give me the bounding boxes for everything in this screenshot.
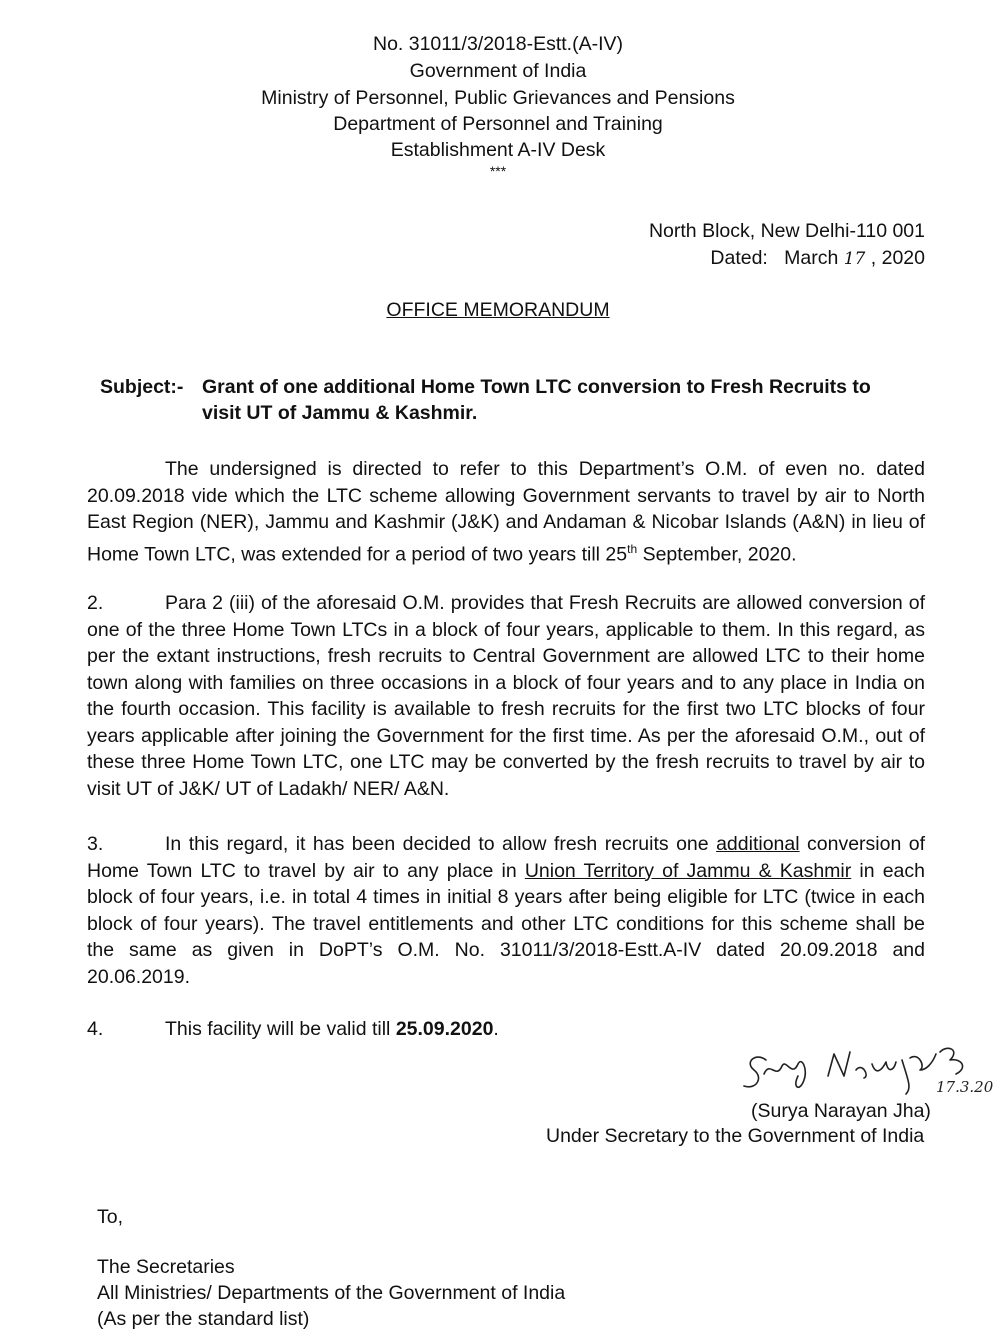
signature-date: 17.3.20 — [936, 1078, 994, 1096]
file-number: No. 31011/3/2018-Estt.(A-IV) — [372, 33, 623, 55]
to-label: To, — [97, 1206, 124, 1228]
date-day: 17 — [843, 249, 866, 269]
addressee-line-2: All Ministries/ Departments of the Government of India — [97, 1282, 566, 1304]
ordinal-suffix: th — [627, 541, 638, 556]
addressee-line-3: (As per the standard list) — [97, 1308, 310, 1330]
subject-line-2: visit UT of Jammu & Kashmir. — [202, 402, 478, 424]
separator-stars: *** — [489, 163, 507, 179]
paragraph-4-number: 4. — [87, 1018, 104, 1040]
paragraph-2 — [87, 590, 925, 802]
signatory-name: (Surya Narayan Jha) — [751, 1100, 931, 1122]
signatory-designation: Under Secretary to the Government of India — [546, 1125, 925, 1147]
ministry-name: Ministry of Personnel, Public Grievances and Pensions — [261, 87, 735, 109]
paragraph-3-text-a: In this regard, it has been decided to allow fresh recruits one — [165, 833, 717, 855]
desk-name: Establishment A-IV Desk — [390, 139, 606, 161]
paragraph-3-text-c: in each block of four years, i.e. in total 4 times in initial 8 years after being eligible for LTC (twice in each block of four years). The travel entitlements and other LTC conditions for this scheme shall be the same as given in DoPT’s O.M. No. 31011/3/2018-Estt.A-IV dated 20.09.2018 and 20.06.2019. — [87, 859, 925, 988]
signature-scribble — [736, 1040, 996, 1098]
document-title: OFFICE MEMORANDUM — [386, 299, 610, 321]
paragraph-4 — [87, 1016, 925, 1043]
date-line — [500, 245, 925, 272]
subject-line-1: Grant of one additional Home Town LTC conversion to Fresh Recruits to — [202, 376, 871, 398]
paragraph-3-number: 3. — [87, 833, 104, 855]
paragraph-3-text-b: conversion of Home Town LTC to travel by air to any place in — [87, 833, 926, 882]
govt-name: Government of India — [409, 60, 587, 82]
underlined-ut-jk: Union Territory of Jammu & Kashmir — [524, 859, 852, 882]
paragraph-1 — [87, 456, 925, 568]
paragraph-4-end: . — [493, 1018, 499, 1040]
date-month: March — [784, 247, 839, 269]
subject-label: Subject:- — [100, 376, 184, 398]
underlined-additional: additional — [716, 833, 800, 855]
paragraph-2-text: Para 2 (iii) of the aforesaid O.M. provides that Fresh Recruits are allowed conversion of one of the three Home Town LTCs in a block of four years, applicable to them. In this regard, as per the extant instructions, fresh recruits to Central Government are allowed LTC to their home town along with families on three occasions in a block of four years and to any place in India on the fourth occasion. This facility is available to fresh recruits for the first two LTC blocks of four years applicable after joining the Government for the first time. As per the aforesaid O.M., out of these three Home Town LTC, one LTC may be converted by the fresh recruits to travel by air to visit UT of J&K/ UT of Ladakh/ NER/ A&N. — [87, 592, 925, 800]
paragraph-1-end: September, 2020. — [637, 543, 797, 565]
paragraph-2-number: 2. — [87, 592, 104, 614]
date-year: , 2020 — [870, 247, 925, 269]
paragraph-3 — [87, 831, 925, 990]
place: North Block, New Delhi-110 001 — [648, 220, 925, 242]
addressee-line-1: The Secretaries — [97, 1256, 235, 1278]
department-name: Department of Personnel and Training — [333, 113, 663, 135]
paragraph-1-text: The undersigned is directed to refer to this Department’s O.M. of even no. dated 20.09.2018 vide which the LTC scheme allowing Government servants to travel by air to North East Region (NER), Jammu and Kashmir (J&K) and Andaman & Nicobar Islands (A&N) in lieu of Home Town LTC, was extended for a period of two years till 25 — [87, 458, 925, 565]
date-label: Dated: — [710, 247, 768, 269]
paragraph-4-text: This facility will be valid till — [165, 1018, 396, 1040]
validity-date: 25.09.2020 — [395, 1018, 494, 1040]
